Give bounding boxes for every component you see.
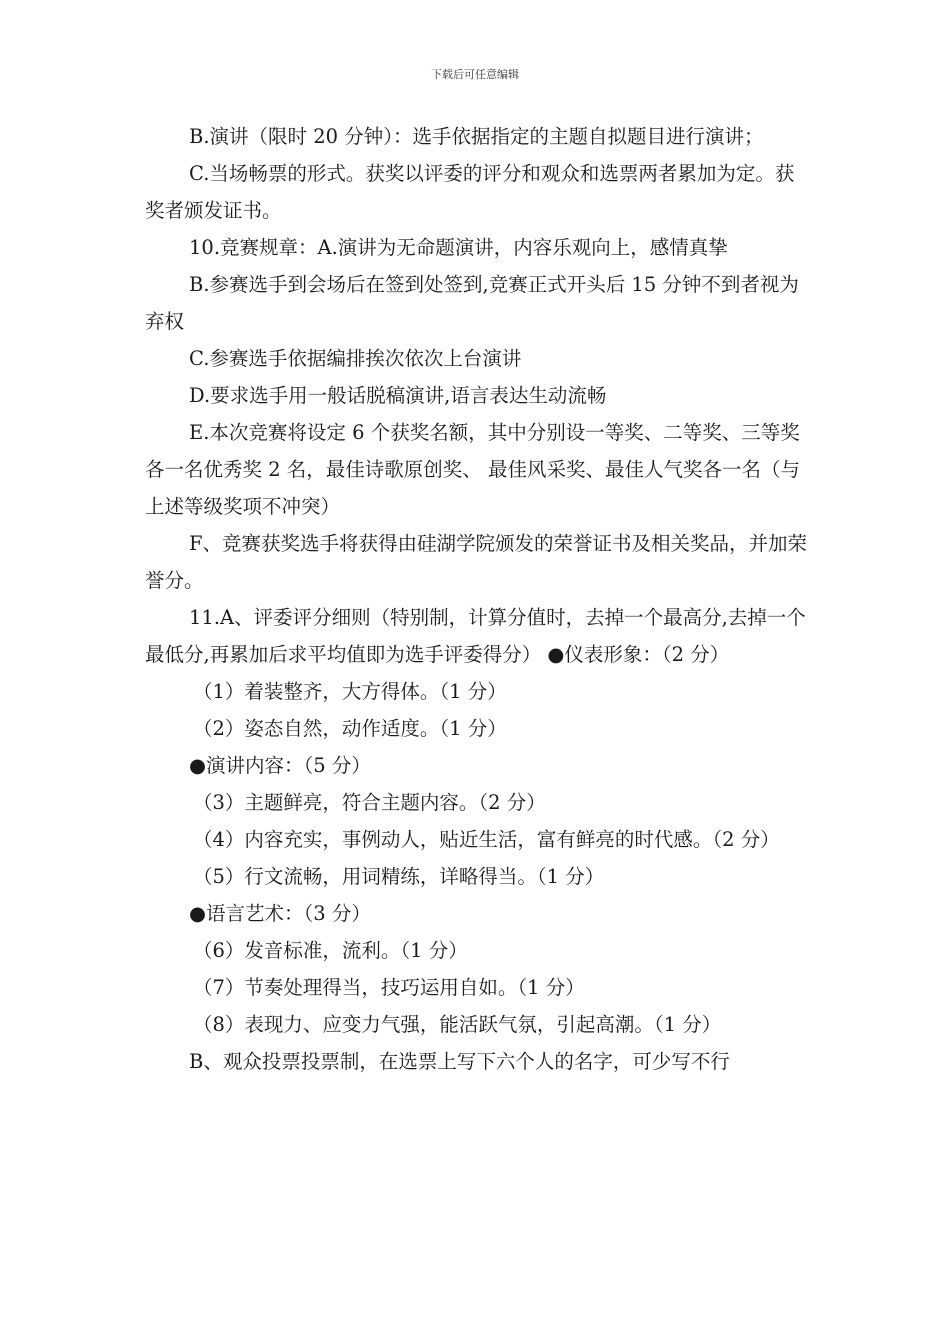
scoring-category: ●语言艺术：（3 分） — [189, 902, 371, 925]
paragraph: B.参赛选手到会场后在签到处签到,竞赛正式开头后 15 分钟不到者视为弃权 — [145, 273, 799, 333]
scoring-item: （7）节奏处理得当，技巧运用自如。（1 分） — [193, 976, 585, 999]
paragraph: C.参赛选手依据编排挨次依次上台演讲 — [189, 347, 522, 370]
scoring-item: （3）主题鲜亮，符合主题内容。（2 分） — [193, 791, 546, 814]
scoring-item: （4）内容充实，事例动人，贴近生活，富有鲜亮的时代感。（2 分） — [193, 828, 780, 851]
scoring-category: ●演讲内容：（5 分） — [189, 754, 371, 777]
paragraph: C.当场畅票的形式。获奖以评委的评分和观众和选票两者累加为定。获奖者颁发证书。 — [145, 162, 795, 222]
scoring-item: （1）着装整齐，大方得体。（1 分） — [193, 680, 507, 703]
scoring-item: （8）表现力、应变力气强，能活跃气氛，引起高潮。（1 分） — [193, 1013, 722, 1036]
scoring-item: （2）姿态自然，动作适度。（1 分） — [193, 717, 507, 740]
document-body — [145, 118, 810, 1080]
scoring-item: （5）行文流畅，用词精练，详略得当。（1 分） — [193, 865, 605, 888]
paragraph: B.演讲（限时 20 分钟）：选手依据指定的主题自拟题目进行演讲； — [189, 125, 764, 148]
paragraph: F、竞赛获奖选手将获得由硅湖学院颁发的荣誉证书及相关奖品，并加荣誉分。 — [145, 532, 808, 592]
page-header: 下载后可任意编辑 — [431, 68, 519, 81]
paragraph: 10.竞赛规章：A.演讲为无命题演讲，内容乐观向上，感情真挚 — [189, 236, 728, 259]
scoring-item: （6）发音标准，流利。（1 分） — [193, 939, 468, 962]
paragraph: D.要求选手用一般话脱稿演讲,语言表达生动流畅 — [189, 384, 607, 407]
paragraph: E.本次竞赛将设定 6 个获奖名额，其中分别设一等奖、二等奖、三等奖各一名优秀奖 2 名，最佳诗歌原创奖、 最佳风采奖、最佳人气奖各一名（与上述等级奖项不冲突） — [145, 421, 801, 518]
paragraph: 11.A、评委评分细则（特别制，计算分值时，去掉一个最高分,去掉一个最低分,再累加后求平均值即为选手评委得分） ●仪表形象：（2 分） — [145, 606, 806, 666]
paragraph: B、观众投票投票制，在选票上写下六个人的名字，可少写不行 — [189, 1050, 730, 1073]
